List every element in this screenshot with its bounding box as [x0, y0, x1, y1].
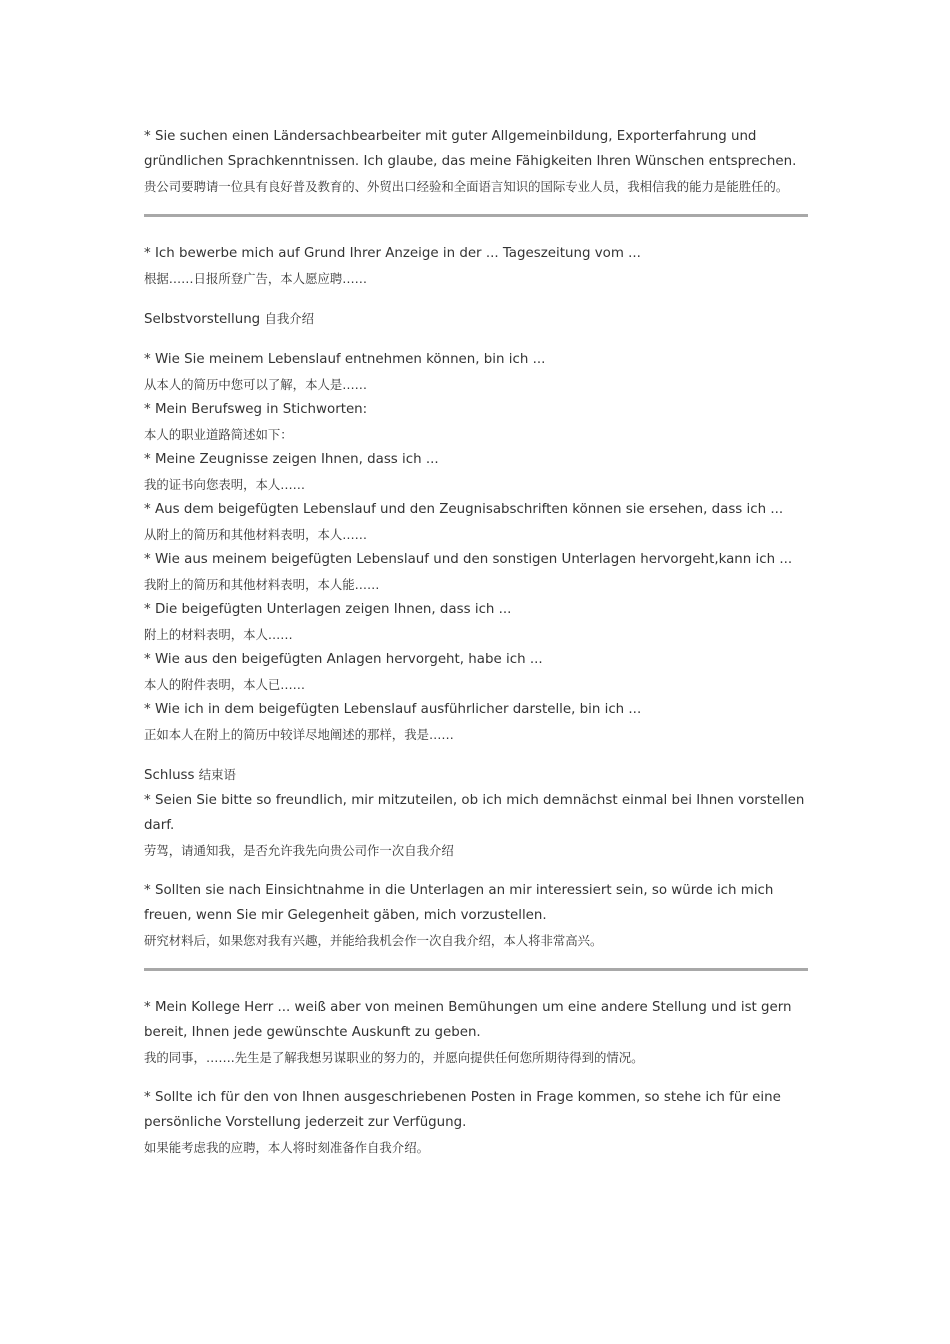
paragraph-de: * Seien Sie bitte so freundlich, mir mitzuteilen, ob ich mich demnächst einmal bei Ihnen vorstellen darf.	[144, 793, 805, 833]
list-item-de: * Wie Sie meinem Lebenslauf entnehmen können, bin ich ...	[144, 352, 546, 367]
selbstvorstellung-list	[144, 347, 808, 747]
paragraph-zh: 研究材料后，如果您对我有兴趣，并能给我机会作一次自我介绍，本人将非常高兴。	[144, 933, 603, 948]
list-item-de: * Wie aus meinem beigefügten Lebenslauf und den sonstigen Unterlagen hervorgeht,kann ich ...	[144, 552, 793, 567]
list-item-de: * Aus dem beigefügten Lebenslauf und den Zeugnisabschriften können sie ersehen, dass ich ...	[144, 502, 784, 517]
paragraph-zh: 贵公司要聘请一位具有良好普及教育的、外贸出口经验和全面语言知识的国际专业人员，我相信我的能力是能胜任的。	[144, 179, 789, 194]
list-item-zh: 正如本人在附上的简历中较详尽地阐述的那样，我是……	[144, 727, 454, 742]
paragraph-de: * Sollte ich für den von Ihnen ausgeschriebenen Posten in Frage kommen, so stehe ich für eine persönliche Vorstellung jederzeit zur Verfügung.	[144, 1090, 781, 1130]
paragraph-de: * Ich bewerbe mich auf Grund Ihrer Anzeige in der ... Tageszeitung vom ...	[144, 246, 641, 261]
heading-zh: 自我介绍	[264, 311, 315, 326]
list-item-zh: 本人的附件表明，本人已……	[144, 677, 306, 692]
list-item-zh: 附上的材料表明，本人……	[144, 627, 293, 642]
paragraph-zh: 劳驾，请通知我，是否允许我先向贵公司作一次自我介绍	[144, 843, 454, 858]
paragraph-zh: 我的同事，…….先生是了解我想另谋职业的努力的，并愿向提供任何您所期待得到的情况。	[144, 1050, 644, 1065]
paragraph-zh: 根据……日报所登广告，本人愿应聘……	[144, 271, 368, 286]
list-item-zh: 我附上的简历和其他材料表明，本人能……	[144, 577, 380, 592]
paragraph-de: * Mein Kollege Herr ... weiß aber von meinen Bemühungen um eine andere Stellung und ist gern bereit, Ihnen jede gewünschte Auskunft zu geben.	[144, 1000, 792, 1040]
paragraph-de: * Sollten sie nach Einsichtnahme in die Unterlagen an mir interessiert sein, so würde ich mich freuen, wenn Sie mir Gelegenheit gäben, mich vorzustellen.	[144, 883, 774, 923]
list-item-de: * Mein Berufsweg in Stichworten:	[144, 402, 368, 417]
paragraph-zh: 如果能考虑我的应聘，本人将时刻准备作自我介绍。	[144, 1140, 429, 1155]
list-item-de: * Die beigefügten Unterlagen zeigen Ihnen, dass ich ...	[144, 602, 512, 617]
list-item-de: * Wie ich in dem beigefügten Lebenslauf ausführlicher darstelle, bin ich ...	[144, 702, 642, 717]
document-body	[144, 124, 808, 1160]
section-heading-schluss	[144, 762, 808, 788]
list-item-de: * Meine Zeugnisse zeigen Ihnen, dass ich ...	[144, 452, 439, 467]
list-item-zh: 我的证书向您表明，本人……	[144, 477, 306, 492]
list-item-zh: 从附上的简历和其他材料表明，本人……	[144, 527, 368, 542]
list-item-zh: 从本人的简历中您可以了解，本人是……	[144, 377, 368, 392]
section-heading-selbstvorstellung	[144, 306, 808, 332]
heading-de: Selbstvorstellung	[144, 312, 261, 327]
heading-de: Schluss	[144, 768, 195, 783]
paragraph-de: * Sie suchen einen Ländersachbearbeiter mit guter Allgemeinbildung, Exporterfahrung und gründlichen Sprachkenntnissen. Ich glaube, das meine Fähigkeiten Ihren Wünschen entsprechen.	[144, 129, 797, 169]
list-item-zh: 本人的职业道路简述如下：	[144, 427, 293, 442]
list-item-de: * Wie aus den beigefügten Anlagen hervorgeht, habe ich ...	[144, 652, 543, 667]
heading-zh: 结束语	[198, 767, 236, 782]
